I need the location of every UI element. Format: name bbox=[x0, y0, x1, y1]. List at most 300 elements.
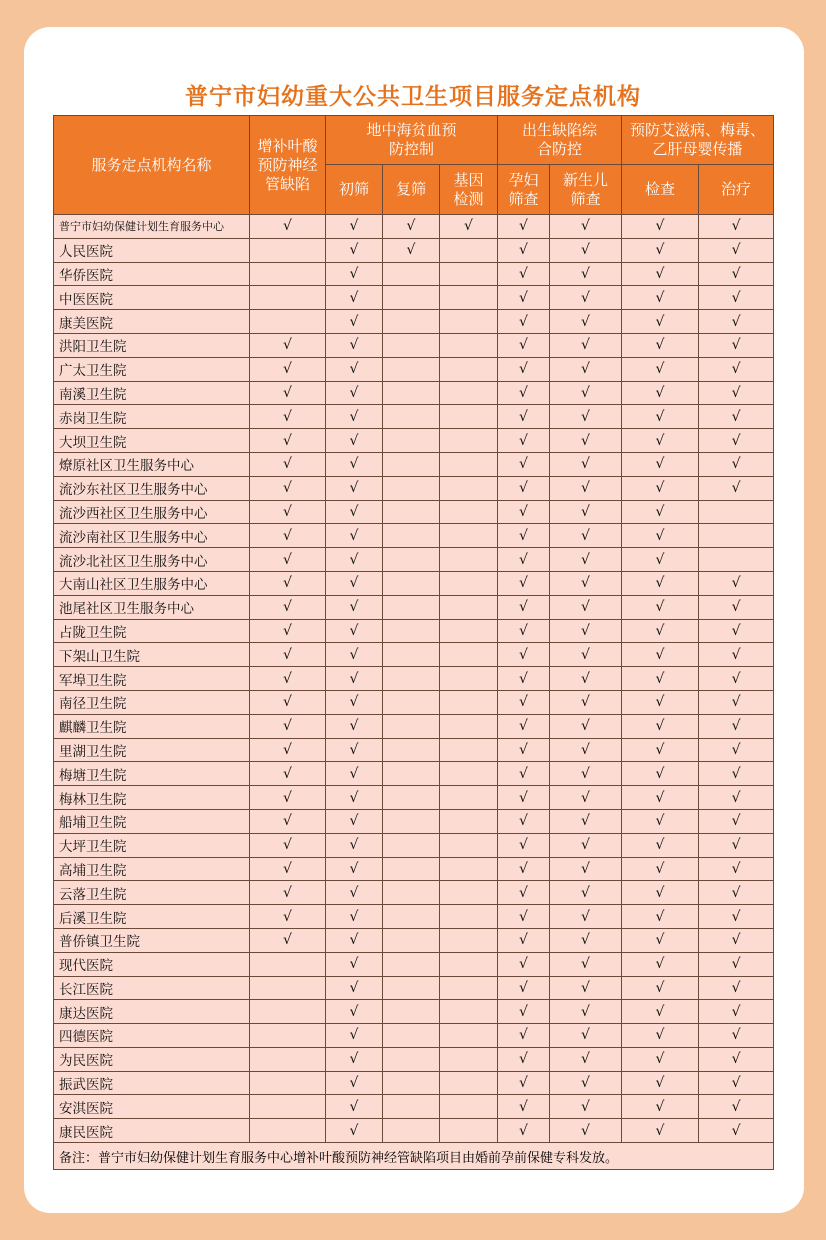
check-mark-cell: √ bbox=[622, 881, 699, 905]
empty-cell bbox=[440, 571, 498, 595]
empty-cell bbox=[250, 262, 326, 286]
institution-name: 流沙西社区卫生服务中心 bbox=[54, 500, 250, 524]
check-mark-cell: √ bbox=[498, 762, 550, 786]
empty-cell bbox=[250, 976, 326, 1000]
check-mark-cell: √ bbox=[622, 238, 699, 262]
empty-cell bbox=[440, 310, 498, 334]
check-mark-cell: √ bbox=[622, 833, 699, 857]
check-mark-cell: √ bbox=[250, 786, 326, 810]
check-mark-cell: √ bbox=[498, 976, 550, 1000]
check-mark-cell: √ bbox=[498, 381, 550, 405]
check-mark-cell: √ bbox=[550, 809, 622, 833]
check-mark-cell: √ bbox=[699, 881, 774, 905]
check-mark-cell: √ bbox=[699, 1095, 774, 1119]
institution-name: 船埔卫生院 bbox=[54, 809, 250, 833]
empty-cell bbox=[383, 1000, 440, 1024]
empty-cell bbox=[383, 619, 440, 643]
check-mark-cell: √ bbox=[699, 571, 774, 595]
check-mark-cell: √ bbox=[498, 476, 550, 500]
header-hiv-prevention: 预防艾滋病、梅毒、乙肝母婴传播 bbox=[622, 116, 774, 165]
check-mark-cell: √ bbox=[699, 833, 774, 857]
check-mark-cell: √ bbox=[622, 905, 699, 929]
institution-name: 池尾社区卫生服务中心 bbox=[54, 595, 250, 619]
table-row bbox=[54, 310, 774, 334]
check-mark-cell: √ bbox=[498, 262, 550, 286]
empty-cell bbox=[383, 809, 440, 833]
check-mark-cell: √ bbox=[250, 667, 326, 691]
empty-cell bbox=[383, 881, 440, 905]
empty-cell bbox=[440, 643, 498, 667]
empty-cell bbox=[383, 952, 440, 976]
header-institution-name: 服务定点机构名称 bbox=[54, 116, 250, 215]
empty-cell bbox=[440, 1095, 498, 1119]
check-mark-cell: √ bbox=[699, 1071, 774, 1095]
institution-name: 大坝卫生院 bbox=[54, 429, 250, 453]
empty-cell bbox=[440, 619, 498, 643]
empty-cell bbox=[383, 976, 440, 1000]
check-mark-cell: √ bbox=[699, 310, 774, 334]
check-mark-cell: √ bbox=[498, 714, 550, 738]
check-mark-cell: √ bbox=[250, 215, 326, 239]
check-mark-cell: √ bbox=[250, 928, 326, 952]
check-mark-cell: √ bbox=[550, 857, 622, 881]
check-mark-cell: √ bbox=[326, 976, 383, 1000]
check-mark-cell: √ bbox=[699, 762, 774, 786]
empty-cell bbox=[383, 833, 440, 857]
table-row bbox=[54, 524, 774, 548]
empty-cell bbox=[250, 1071, 326, 1095]
check-mark-cell: √ bbox=[383, 215, 440, 239]
check-mark-cell: √ bbox=[250, 905, 326, 929]
check-mark-cell: √ bbox=[326, 928, 383, 952]
institution-name: 普侨镇卫生院 bbox=[54, 928, 250, 952]
institution-name: 康达医院 bbox=[54, 1000, 250, 1024]
table-row bbox=[54, 1024, 774, 1048]
check-mark-cell: √ bbox=[250, 571, 326, 595]
empty-cell bbox=[250, 1024, 326, 1048]
table-row bbox=[54, 881, 774, 905]
table-row bbox=[54, 1047, 774, 1071]
empty-cell bbox=[440, 238, 498, 262]
check-mark-cell: √ bbox=[699, 857, 774, 881]
empty-cell bbox=[440, 762, 498, 786]
check-mark-cell: √ bbox=[498, 452, 550, 476]
empty-cell bbox=[383, 524, 440, 548]
check-mark-cell: √ bbox=[550, 215, 622, 239]
empty-cell bbox=[440, 1024, 498, 1048]
empty-cell bbox=[440, 524, 498, 548]
check-mark-cell: √ bbox=[498, 738, 550, 762]
check-mark-cell: √ bbox=[326, 1095, 383, 1119]
check-mark-cell: √ bbox=[326, 1071, 383, 1095]
check-mark-cell: √ bbox=[326, 595, 383, 619]
table-row bbox=[54, 381, 774, 405]
institution-name: 为民医院 bbox=[54, 1047, 250, 1071]
table-row bbox=[54, 786, 774, 810]
check-mark-cell: √ bbox=[326, 690, 383, 714]
table-row bbox=[54, 452, 774, 476]
institution-name: 长江医院 bbox=[54, 976, 250, 1000]
check-mark-cell: √ bbox=[550, 881, 622, 905]
check-mark-cell: √ bbox=[326, 1024, 383, 1048]
empty-cell bbox=[440, 286, 498, 310]
check-mark-cell: √ bbox=[498, 809, 550, 833]
empty-cell bbox=[440, 452, 498, 476]
check-mark-cell: √ bbox=[699, 452, 774, 476]
empty-cell bbox=[440, 405, 498, 429]
table-row bbox=[54, 262, 774, 286]
check-mark-cell: √ bbox=[250, 643, 326, 667]
empty-cell bbox=[383, 928, 440, 952]
check-mark-cell: √ bbox=[622, 333, 699, 357]
header-examination: 检查 bbox=[622, 165, 699, 215]
empty-cell bbox=[383, 452, 440, 476]
table-row bbox=[54, 738, 774, 762]
check-mark-cell: √ bbox=[250, 500, 326, 524]
check-mark-cell: √ bbox=[498, 881, 550, 905]
check-mark-cell: √ bbox=[699, 786, 774, 810]
check-mark-cell: √ bbox=[622, 1071, 699, 1095]
check-mark-cell: √ bbox=[326, 881, 383, 905]
check-mark-cell: √ bbox=[498, 333, 550, 357]
check-mark-cell: √ bbox=[250, 381, 326, 405]
check-mark-cell: √ bbox=[498, 928, 550, 952]
table-row bbox=[54, 1095, 774, 1119]
check-mark-cell: √ bbox=[622, 405, 699, 429]
check-mark-cell: √ bbox=[699, 333, 774, 357]
check-mark-cell: √ bbox=[622, 714, 699, 738]
check-mark-cell: √ bbox=[622, 667, 699, 691]
check-mark-cell: √ bbox=[550, 405, 622, 429]
institution-name: 振武医院 bbox=[54, 1071, 250, 1095]
check-mark-cell: √ bbox=[250, 429, 326, 453]
check-mark-cell: √ bbox=[326, 452, 383, 476]
check-mark-cell: √ bbox=[699, 1119, 774, 1143]
table-row bbox=[54, 1119, 774, 1143]
check-mark-cell: √ bbox=[699, 1024, 774, 1048]
empty-cell bbox=[383, 500, 440, 524]
table-row bbox=[54, 928, 774, 952]
empty-cell bbox=[440, 714, 498, 738]
institution-name: 里湖卫生院 bbox=[54, 738, 250, 762]
check-mark-cell: √ bbox=[550, 262, 622, 286]
table-row bbox=[54, 833, 774, 857]
check-mark-cell: √ bbox=[326, 833, 383, 857]
check-mark-cell: √ bbox=[498, 667, 550, 691]
empty-cell bbox=[383, 381, 440, 405]
table-row bbox=[54, 809, 774, 833]
check-mark-cell: √ bbox=[498, 1095, 550, 1119]
empty-cell bbox=[250, 286, 326, 310]
empty-cell bbox=[383, 1119, 440, 1143]
check-mark-cell: √ bbox=[622, 476, 699, 500]
check-mark-cell: √ bbox=[550, 286, 622, 310]
check-mark-cell: √ bbox=[498, 905, 550, 929]
check-mark-cell: √ bbox=[250, 762, 326, 786]
institution-name: 康民医院 bbox=[54, 1119, 250, 1143]
check-mark-cell: √ bbox=[699, 405, 774, 429]
table-row bbox=[54, 238, 774, 262]
check-mark-cell: √ bbox=[498, 857, 550, 881]
check-mark-cell: √ bbox=[250, 738, 326, 762]
check-mark-cell: √ bbox=[699, 381, 774, 405]
table-row bbox=[54, 619, 774, 643]
check-mark-cell: √ bbox=[699, 928, 774, 952]
empty-cell bbox=[250, 1000, 326, 1024]
empty-cell bbox=[440, 667, 498, 691]
check-mark-cell: √ bbox=[550, 928, 622, 952]
check-mark-cell: √ bbox=[699, 714, 774, 738]
check-mark-cell: √ bbox=[622, 928, 699, 952]
check-mark-cell: √ bbox=[622, 571, 699, 595]
check-mark-cell: √ bbox=[699, 976, 774, 1000]
empty-cell bbox=[440, 1071, 498, 1095]
check-mark-cell: √ bbox=[326, 1047, 383, 1071]
check-mark-cell: √ bbox=[622, 524, 699, 548]
check-mark-cell: √ bbox=[699, 476, 774, 500]
check-mark-cell: √ bbox=[622, 619, 699, 643]
check-mark-cell: √ bbox=[326, 667, 383, 691]
check-mark-cell: √ bbox=[326, 215, 383, 239]
empty-cell bbox=[440, 738, 498, 762]
check-mark-cell: √ bbox=[498, 405, 550, 429]
check-mark-cell: √ bbox=[699, 262, 774, 286]
empty-cell bbox=[250, 238, 326, 262]
table-note: 备注：普宁市妇幼保健计划生育服务中心增补叶酸预防神经管缺陷项目由婚前孕前保健专科发放。 bbox=[54, 1143, 774, 1170]
check-mark-cell: √ bbox=[622, 500, 699, 524]
check-mark-cell: √ bbox=[550, 976, 622, 1000]
empty-cell bbox=[250, 952, 326, 976]
institution-name: 占陇卫生院 bbox=[54, 619, 250, 643]
check-mark-cell: √ bbox=[550, 619, 622, 643]
table-row bbox=[54, 286, 774, 310]
empty-cell bbox=[440, 809, 498, 833]
check-mark-cell: √ bbox=[250, 548, 326, 572]
empty-cell bbox=[440, 690, 498, 714]
check-mark-cell: √ bbox=[699, 1047, 774, 1071]
check-mark-cell: √ bbox=[550, 667, 622, 691]
check-mark-cell: √ bbox=[622, 643, 699, 667]
table-row bbox=[54, 548, 774, 572]
check-mark-cell: √ bbox=[550, 500, 622, 524]
check-mark-cell: √ bbox=[550, 1024, 622, 1048]
table-row bbox=[54, 500, 774, 524]
check-mark-cell: √ bbox=[326, 738, 383, 762]
empty-cell bbox=[383, 357, 440, 381]
check-mark-cell: √ bbox=[550, 452, 622, 476]
check-mark-cell: √ bbox=[326, 643, 383, 667]
check-mark-cell: √ bbox=[550, 333, 622, 357]
check-mark-cell: √ bbox=[699, 619, 774, 643]
check-mark-cell: √ bbox=[498, 1119, 550, 1143]
institution-name: 普宁市妇幼保健计划生育服务中心 bbox=[54, 215, 250, 239]
check-mark-cell: √ bbox=[326, 1119, 383, 1143]
check-mark-cell: √ bbox=[622, 1000, 699, 1024]
empty-cell bbox=[440, 595, 498, 619]
empty-cell bbox=[699, 500, 774, 524]
check-mark-cell: √ bbox=[699, 215, 774, 239]
check-mark-cell: √ bbox=[250, 809, 326, 833]
check-mark-cell: √ bbox=[250, 405, 326, 429]
check-mark-cell: √ bbox=[498, 690, 550, 714]
table-row bbox=[54, 714, 774, 738]
institution-name: 现代医院 bbox=[54, 952, 250, 976]
institution-name: 南溪卫生院 bbox=[54, 381, 250, 405]
institution-name: 康美医院 bbox=[54, 310, 250, 334]
check-mark-cell: √ bbox=[550, 643, 622, 667]
check-mark-cell: √ bbox=[622, 857, 699, 881]
check-mark-cell: √ bbox=[326, 809, 383, 833]
empty-cell bbox=[250, 1047, 326, 1071]
empty-cell bbox=[440, 1000, 498, 1024]
institution-name: 洪阳卫生院 bbox=[54, 333, 250, 357]
page-title: 普宁市妇幼重大公共卫生项目服务定点机构 bbox=[185, 84, 641, 110]
check-mark-cell: √ bbox=[699, 286, 774, 310]
institution-name: 麒麟卫生院 bbox=[54, 714, 250, 738]
check-mark-cell: √ bbox=[498, 429, 550, 453]
check-mark-cell: √ bbox=[326, 357, 383, 381]
check-mark-cell: √ bbox=[699, 809, 774, 833]
institution-name: 华侨医院 bbox=[54, 262, 250, 286]
institution-name: 中医医院 bbox=[54, 286, 250, 310]
check-mark-cell: √ bbox=[250, 619, 326, 643]
header-thalassemia: 地中海贫血预防控制 bbox=[326, 116, 498, 165]
check-mark-cell: √ bbox=[550, 738, 622, 762]
empty-cell bbox=[383, 1047, 440, 1071]
empty-cell bbox=[383, 786, 440, 810]
check-mark-cell: √ bbox=[326, 762, 383, 786]
empty-cell bbox=[699, 548, 774, 572]
institution-name: 南径卫生院 bbox=[54, 690, 250, 714]
check-mark-cell: √ bbox=[326, 619, 383, 643]
check-mark-cell: √ bbox=[326, 786, 383, 810]
empty-cell bbox=[440, 357, 498, 381]
empty-cell bbox=[440, 881, 498, 905]
empty-cell bbox=[383, 738, 440, 762]
empty-cell bbox=[383, 643, 440, 667]
check-mark-cell: √ bbox=[550, 833, 622, 857]
check-mark-cell: √ bbox=[326, 262, 383, 286]
header-initial-screening: 初筛 bbox=[326, 165, 383, 215]
check-mark-cell: √ bbox=[326, 500, 383, 524]
check-mark-cell: √ bbox=[498, 310, 550, 334]
check-mark-cell: √ bbox=[498, 786, 550, 810]
check-mark-cell: √ bbox=[326, 238, 383, 262]
check-mark-cell: √ bbox=[383, 238, 440, 262]
check-mark-cell: √ bbox=[498, 1000, 550, 1024]
check-mark-cell: √ bbox=[550, 595, 622, 619]
table-row bbox=[54, 429, 774, 453]
check-mark-cell: √ bbox=[550, 952, 622, 976]
check-mark-cell: √ bbox=[622, 548, 699, 572]
institution-name: 流沙北社区卫生服务中心 bbox=[54, 548, 250, 572]
check-mark-cell: √ bbox=[550, 1119, 622, 1143]
header-folic-acid: 增补叶酸预防神经管缺陷 bbox=[250, 116, 326, 215]
check-mark-cell: √ bbox=[498, 619, 550, 643]
check-mark-cell: √ bbox=[250, 881, 326, 905]
table-row bbox=[54, 595, 774, 619]
check-mark-cell: √ bbox=[622, 215, 699, 239]
check-mark-cell: √ bbox=[622, 738, 699, 762]
check-mark-cell: √ bbox=[326, 905, 383, 929]
empty-cell bbox=[383, 333, 440, 357]
institution-name: 安淇医院 bbox=[54, 1095, 250, 1119]
empty-cell bbox=[383, 476, 440, 500]
check-mark-cell: √ bbox=[498, 524, 550, 548]
check-mark-cell: √ bbox=[498, 215, 550, 239]
check-mark-cell: √ bbox=[622, 809, 699, 833]
check-mark-cell: √ bbox=[622, 786, 699, 810]
check-mark-cell: √ bbox=[622, 952, 699, 976]
check-mark-cell: √ bbox=[498, 571, 550, 595]
empty-cell bbox=[383, 667, 440, 691]
check-mark-cell: √ bbox=[550, 1071, 622, 1095]
header-gene-testing: 基因检测 bbox=[440, 165, 498, 215]
empty-cell bbox=[383, 714, 440, 738]
check-mark-cell: √ bbox=[699, 238, 774, 262]
check-mark-cell: √ bbox=[250, 452, 326, 476]
institution-name: 四德医院 bbox=[54, 1024, 250, 1048]
empty-cell bbox=[440, 928, 498, 952]
header-birth-defect: 出生缺陷综合防控 bbox=[498, 116, 622, 165]
check-mark-cell: √ bbox=[250, 714, 326, 738]
check-mark-cell: √ bbox=[699, 1000, 774, 1024]
check-mark-cell: √ bbox=[699, 952, 774, 976]
check-mark-cell: √ bbox=[550, 905, 622, 929]
empty-cell bbox=[440, 500, 498, 524]
empty-cell bbox=[250, 310, 326, 334]
empty-cell bbox=[440, 381, 498, 405]
check-mark-cell: √ bbox=[250, 476, 326, 500]
table-row bbox=[54, 667, 774, 691]
check-mark-cell: √ bbox=[550, 357, 622, 381]
check-mark-cell: √ bbox=[498, 357, 550, 381]
check-mark-cell: √ bbox=[622, 310, 699, 334]
institution-table bbox=[53, 115, 774, 1170]
empty-cell bbox=[440, 976, 498, 1000]
check-mark-cell: √ bbox=[622, 429, 699, 453]
institution-name: 后溪卫生院 bbox=[54, 905, 250, 929]
empty-cell bbox=[440, 905, 498, 929]
empty-cell bbox=[383, 1071, 440, 1095]
empty-cell bbox=[383, 1095, 440, 1119]
empty-cell bbox=[440, 262, 498, 286]
empty-cell bbox=[440, 1119, 498, 1143]
check-mark-cell: √ bbox=[250, 333, 326, 357]
check-mark-cell: √ bbox=[326, 476, 383, 500]
check-mark-cell: √ bbox=[622, 286, 699, 310]
empty-cell bbox=[383, 310, 440, 334]
header-re-screening: 复筛 bbox=[383, 165, 440, 215]
empty-cell bbox=[440, 548, 498, 572]
empty-cell bbox=[383, 286, 440, 310]
empty-cell bbox=[440, 833, 498, 857]
empty-cell bbox=[440, 476, 498, 500]
check-mark-cell: √ bbox=[440, 215, 498, 239]
institution-name: 高埔卫生院 bbox=[54, 857, 250, 881]
check-mark-cell: √ bbox=[622, 595, 699, 619]
institution-name: 下架山卫生院 bbox=[54, 643, 250, 667]
check-mark-cell: √ bbox=[498, 1071, 550, 1095]
check-mark-cell: √ bbox=[550, 429, 622, 453]
check-mark-cell: √ bbox=[699, 357, 774, 381]
check-mark-cell: √ bbox=[550, 571, 622, 595]
empty-cell bbox=[440, 1047, 498, 1071]
empty-cell bbox=[440, 857, 498, 881]
table-row bbox=[54, 952, 774, 976]
table-row bbox=[54, 857, 774, 881]
table-row bbox=[54, 1071, 774, 1095]
